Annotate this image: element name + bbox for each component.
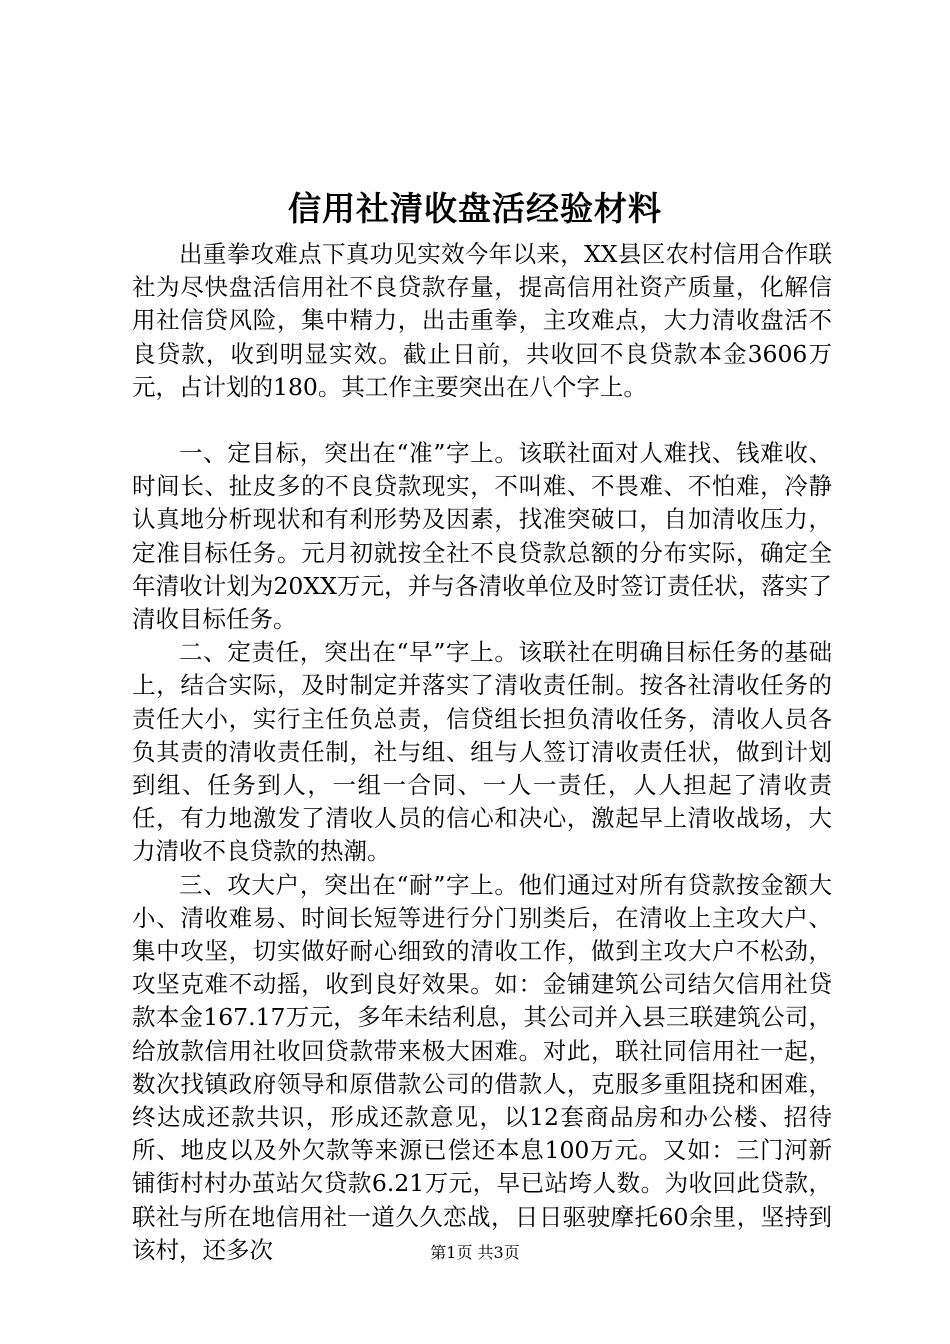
- section-three-paragraph: 三、攻大户，突出在“耐”字上。他们通过对所有贷款按金额大小、清收难易、时间长短等进行分门别类后，在清收上主攻大户、集中攻坚，切实做好耐心细致的清收工作，做到主攻大户不松劲，攻坚克难不动摇，收到良好效果。如：金铺建筑公司结欠信用社贷款本金167.17万元，多年未结利息，其公司并入县三联建筑公司，给放款信用社收回贷款带来极大困难。对此，联社同信用社一起，数次找镇政府领导和原借款公司的借款人，克服多重阻挠和困难，终达成还款共识，形成还款意见，以12套商品房和办公楼、招待所、地皮以及外欠款等来源已偿还本息100万元。又如：三门河新铺街村村办茧站欠贷款6.21万元，早已站垮人数。为收回此贷款，联社与所在地信用社一道久久恋战，日日驱驶摩托60余里，坚持到该村，还多次: [132, 870, 832, 1264]
- document-body: [132, 238, 832, 1267]
- page-number-footer: 第1页 共3页: [430, 1243, 520, 1262]
- section-two-paragraph: 二、定责任，突出在“早”字上。该联社在明确目标任务的基础上，结合实际，及时制定并落实了清收责任制。按各社清收任务的责任大小，实行主任负总责，信贷组长担负清收任务，清收人员各负其责的清收责任制，社与组、组与人签订清收责任状，做到计划到组、任务到人，一组一合同、一人一责任，人人担起了清收责任，有力地激发了清收人员的信心和决心，激起早上清收战场，大力清收不良贷款的热潮。: [132, 638, 832, 866]
- document-title: 信用社清收盘活经验材料: [288, 189, 662, 228]
- section-one-paragraph: 一、定目标，突出在“准”字上。该联社面对人难找、钱难收、时间长、扯皮多的不良贷款现实，不叫难、不畏难、不怕难，冷静认真地分析现状和有利形势及因素，找准突破口，自加清收压力，定准目标任务。元月初就按全社不良贷款总额的分布实际，确定全年清收计划为20XX万元，并与各清收单位及时签订责任状，落实了清收目标任务。: [132, 439, 832, 634]
- intro-paragraph: 出重拳攻难点下真功见实效今年以来，XX县区农村信用合作联社为尽快盘活信用社不良贷款存量，提高信用社资产质量，化解信用社信贷风险，集中精力，出击重拳，主攻难点，大力清收盘活不良贷款，收到明显实效。截止日前，共收回不良贷款本金3606万元，占计划的180。其工作主要突出在八个字上。: [132, 240, 832, 401]
